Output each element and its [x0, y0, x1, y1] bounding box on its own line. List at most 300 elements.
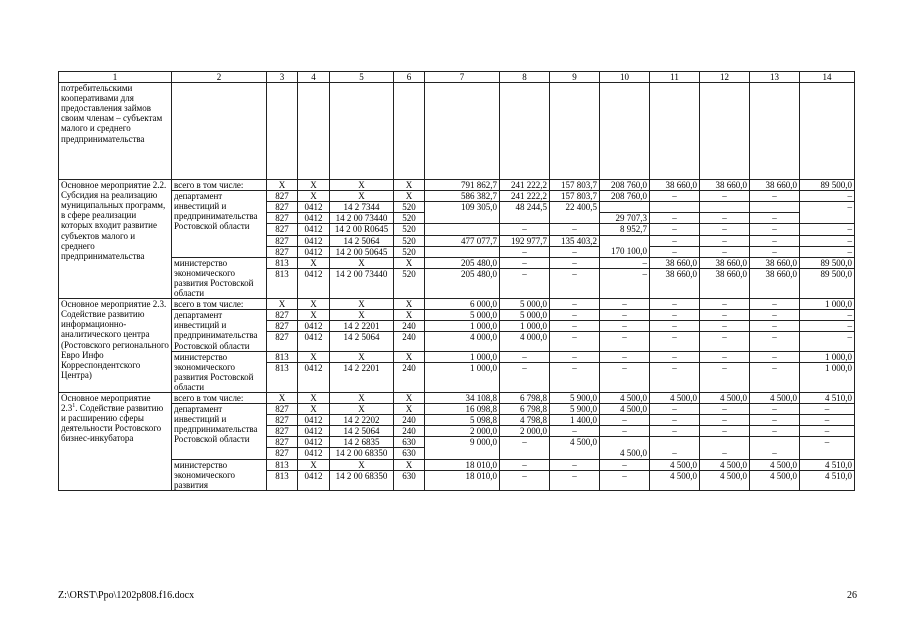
cell: –	[500, 246, 550, 257]
cell: 192 977,7	[500, 235, 550, 246]
cell: –	[800, 224, 855, 235]
table-row	[59, 392, 855, 403]
executor-cell: министерство экономического развития	[172, 459, 267, 490]
cell: –	[800, 426, 855, 437]
cell: –	[500, 224, 550, 235]
cell: –	[550, 459, 600, 470]
cell: 38 660,0	[750, 180, 800, 191]
cell: Х	[267, 180, 298, 191]
cell	[425, 246, 500, 257]
executor-cell: министерство экономического развития Ростовской области	[172, 351, 267, 392]
header-cell: 7	[425, 72, 500, 83]
cell: –	[750, 362, 800, 392]
cell: 4 500,0	[700, 459, 750, 470]
cell: 1 000,0	[500, 321, 550, 332]
cell: 14 2 00 68350	[330, 470, 394, 490]
cell	[425, 213, 500, 224]
cell: Х	[298, 351, 330, 362]
cell: –	[650, 213, 700, 224]
cell: Х	[298, 180, 330, 191]
executor-cell: всего в том числе:	[172, 392, 267, 403]
cell: 520	[394, 246, 425, 257]
cell: 240	[394, 362, 425, 392]
cell: 1 400,0	[550, 415, 600, 426]
header-cell: 3	[267, 72, 298, 83]
cell: 4 500,0	[750, 470, 800, 490]
cell: 34 108,8	[425, 392, 500, 403]
cell: –	[550, 246, 600, 257]
cell: –	[500, 351, 550, 362]
table-row	[59, 310, 855, 321]
cell: 14 2 5064	[330, 332, 394, 351]
cell: 827	[267, 191, 298, 202]
cell: 38 660,0	[700, 257, 750, 268]
cell: 9 000,0	[425, 437, 500, 448]
table-row	[59, 351, 855, 362]
cell	[600, 437, 650, 448]
cell: 14 2 2202	[330, 415, 394, 426]
cell: 205 480,0	[425, 257, 500, 268]
cell: Х	[330, 299, 394, 310]
cell: 4 500,0	[750, 459, 800, 470]
cell: –	[750, 235, 800, 246]
cell: –	[750, 224, 800, 235]
cell: –	[550, 332, 600, 351]
cell: 4 000,0	[425, 332, 500, 351]
cell: 5 900,0	[550, 404, 600, 415]
cell: 4 500,0	[650, 392, 700, 403]
cell: –	[550, 268, 600, 298]
cell: 157 803,7	[550, 180, 600, 191]
cell: –	[800, 310, 855, 321]
cell: 48 244,5	[500, 202, 550, 213]
header-cell: 2	[172, 72, 267, 83]
cell: Х	[267, 392, 298, 403]
cell: 827	[267, 224, 298, 235]
file-path: Z:\ORST\Ppo\1202p808.f16.docx	[58, 590, 195, 601]
cell: Х	[298, 459, 330, 470]
cell: 170 100,0	[600, 246, 650, 257]
cell	[550, 213, 600, 224]
cell: 0412	[298, 202, 330, 213]
cell: 38 660,0	[650, 180, 700, 191]
cell: –	[600, 268, 650, 298]
cell: –	[650, 321, 700, 332]
cell: –	[550, 470, 600, 490]
cell: –	[750, 213, 800, 224]
cell: 4 000,0	[500, 332, 550, 351]
measure-name-cell: Основное мероприятие 2.3. Содействие развитию информационно-аналитического центра (Ростовского регионального Евро Инфо Корреспондентского Центра)	[59, 299, 172, 393]
cell: 0412	[298, 470, 330, 490]
cell: 5 098,8	[425, 415, 500, 426]
cell: 0412	[298, 426, 330, 437]
cell: –	[700, 213, 750, 224]
cell: –	[600, 351, 650, 362]
cell: 0412	[298, 235, 330, 246]
cell: 0412	[298, 246, 330, 257]
cell: 586 382,7	[425, 191, 500, 202]
cell: 0412	[298, 268, 330, 298]
cell: –	[500, 437, 550, 448]
cell: 1 000,0	[425, 351, 500, 362]
cell: –	[700, 415, 750, 426]
cell: –	[600, 426, 650, 437]
cell: Х	[298, 257, 330, 268]
cell: –	[650, 224, 700, 235]
cell: 0412	[298, 415, 330, 426]
cell: –	[500, 257, 550, 268]
cell: –	[650, 362, 700, 392]
cell: –	[650, 310, 700, 321]
cell: 0412	[298, 332, 330, 351]
cell: Х	[394, 404, 425, 415]
cell: 520	[394, 213, 425, 224]
cell: 520	[394, 202, 425, 213]
header-row	[59, 72, 855, 83]
cell: Х	[394, 310, 425, 321]
cell: –	[650, 448, 700, 459]
cell: 0412	[298, 362, 330, 392]
table-row	[59, 191, 855, 202]
cell: Х	[298, 392, 330, 403]
cell: 89 500,0	[800, 180, 855, 191]
cell: 16 098,8	[425, 404, 500, 415]
cell: –	[650, 404, 700, 415]
cell: Х	[267, 299, 298, 310]
cell	[650, 437, 700, 448]
cell: –	[750, 426, 800, 437]
cell: –	[650, 191, 700, 202]
cell: 520	[394, 268, 425, 298]
continuation-row	[59, 83, 855, 180]
cell: 38 660,0	[750, 268, 800, 298]
cell: –	[500, 470, 550, 490]
executor-cell: министерство экономического развития Ростовской области	[172, 257, 267, 298]
cell: Х	[394, 180, 425, 191]
cell: –	[700, 332, 750, 351]
cell: 205 480,0	[425, 268, 500, 298]
cell	[800, 213, 855, 224]
cell: 827	[267, 235, 298, 246]
cell: –	[550, 351, 600, 362]
cell: 157 803,7	[550, 191, 600, 202]
cell: –	[800, 191, 855, 202]
cell: –	[750, 246, 800, 257]
cell: Х	[298, 191, 330, 202]
cell: –	[800, 404, 855, 415]
cell: 827	[267, 321, 298, 332]
cell: –	[500, 362, 550, 392]
cell: 29 707,3	[600, 213, 650, 224]
cell: 4 510,0	[800, 459, 855, 470]
cell: 4 500,0	[650, 459, 700, 470]
cell: 38 660,0	[700, 268, 750, 298]
cell: 208 760,0	[600, 180, 650, 191]
cell: 630	[394, 470, 425, 490]
header-cell: 8	[500, 72, 550, 83]
cell: –	[700, 224, 750, 235]
cell: 5 000,0	[500, 310, 550, 321]
executor-cell: департамент инвестиций и предпринимательства Ростовской области	[172, 404, 267, 459]
cell: 38 660,0	[650, 257, 700, 268]
cell: 1 000,0	[800, 299, 855, 310]
cell: –	[700, 246, 750, 257]
cell: 4 510,0	[800, 392, 855, 403]
budget-table	[58, 71, 855, 491]
cell: –	[600, 299, 650, 310]
cell: 827	[267, 202, 298, 213]
cell: 241 222,2	[500, 180, 550, 191]
cell: –	[600, 310, 650, 321]
table-row	[59, 257, 855, 268]
cell: –	[700, 404, 750, 415]
executor-cell: всего в том числе:	[172, 299, 267, 310]
cell: 0412	[298, 437, 330, 448]
cell: 813	[267, 351, 298, 362]
executor-cell: департамент инвестиций и предпринимательства Ростовской области	[172, 191, 267, 258]
cell: –	[550, 310, 600, 321]
cell	[800, 448, 855, 459]
cell: 241 222,2	[500, 191, 550, 202]
cell: 14 2 00 68350	[330, 448, 394, 459]
cell: 14 2 00 73440	[330, 268, 394, 298]
cell	[600, 202, 650, 213]
cell: –	[750, 448, 800, 459]
cell: 2 000,0	[425, 426, 500, 437]
cell: –	[550, 299, 600, 310]
cell	[700, 437, 750, 448]
cell: –	[750, 332, 800, 351]
cell: 827	[267, 332, 298, 351]
cell: –	[700, 321, 750, 332]
cell	[750, 202, 800, 213]
cell: 630	[394, 448, 425, 459]
cell: –	[600, 362, 650, 392]
cell: 813	[267, 268, 298, 298]
table-row	[59, 299, 855, 310]
cell: –	[600, 321, 650, 332]
cell: –	[650, 332, 700, 351]
cell: 827	[267, 426, 298, 437]
cell: 827	[267, 213, 298, 224]
cell: –	[650, 426, 700, 437]
cell: 89 500,0	[800, 268, 855, 298]
cell: –	[650, 246, 700, 257]
cell: 4 500,0	[600, 448, 650, 459]
cell	[500, 448, 550, 459]
cell: –	[600, 415, 650, 426]
cell	[650, 202, 700, 213]
cell: 4 500,0	[700, 470, 750, 490]
cell: –	[750, 404, 800, 415]
cell: –	[700, 362, 750, 392]
cell: 791 862,7	[425, 180, 500, 191]
cell: 18 010,0	[425, 459, 500, 470]
cell: 6 798,8	[500, 404, 550, 415]
cell: 18 010,0	[425, 470, 500, 490]
cell: 6 000,0	[425, 299, 500, 310]
cell: 0412	[298, 321, 330, 332]
cell: –	[750, 321, 800, 332]
cell: –	[700, 351, 750, 362]
cell: 477 077,7	[425, 235, 500, 246]
cell: 4 500,0	[600, 404, 650, 415]
cell: –	[550, 321, 600, 332]
cell	[700, 202, 750, 213]
cell: 4 500,0	[700, 392, 750, 403]
cell: 813	[267, 459, 298, 470]
cell: –	[800, 332, 855, 351]
cell	[750, 437, 800, 448]
cell: 630	[394, 437, 425, 448]
cell: Х	[394, 299, 425, 310]
cell: 813	[267, 470, 298, 490]
cell: –	[550, 426, 600, 437]
cell: –	[700, 448, 750, 459]
cell: 4 500,0	[550, 437, 600, 448]
cell: –	[550, 257, 600, 268]
cell: –	[600, 459, 650, 470]
cell: 4 510,0	[800, 470, 855, 490]
cell: 14 2 5064	[330, 235, 394, 246]
cell: Х	[330, 392, 394, 403]
cell: 5 000,0	[500, 299, 550, 310]
cell: 14 2 2201	[330, 321, 394, 332]
cell: 5 900,0	[550, 392, 600, 403]
cell: 38 660,0	[650, 268, 700, 298]
cell: Х	[330, 180, 394, 191]
executor-cell: департамент инвестиций и предпринимательства Ростовской области	[172, 310, 267, 351]
cell: 4 500,0	[750, 392, 800, 403]
cell: –	[650, 299, 700, 310]
cell: 4 500,0	[600, 392, 650, 403]
cell: –	[750, 351, 800, 362]
cell: 1 000,0	[800, 351, 855, 362]
cell	[500, 213, 550, 224]
page-number: 26	[847, 590, 857, 601]
cell: 38 660,0	[700, 180, 750, 191]
cell: –	[600, 257, 650, 268]
cell: 4 500,0	[650, 470, 700, 490]
cell: Х	[330, 257, 394, 268]
cell: –	[600, 332, 650, 351]
cell: 14 2 00 R0645	[330, 224, 394, 235]
cell: 827	[267, 246, 298, 257]
cell: Х	[330, 351, 394, 362]
cell: 827	[267, 448, 298, 459]
cell: 6 798,8	[500, 392, 550, 403]
cell: Х	[330, 191, 394, 202]
header-cell: 4	[298, 72, 330, 83]
measure-name-cell	[59, 392, 172, 490]
cell: Х	[330, 404, 394, 415]
cell: –	[700, 310, 750, 321]
cell: 208 760,0	[600, 191, 650, 202]
executor-cell: всего в том числе:	[172, 180, 267, 191]
cell: 520	[394, 224, 425, 235]
cell: –	[800, 246, 855, 257]
cell: –	[700, 191, 750, 202]
header-cell: 6	[394, 72, 425, 83]
table-row	[59, 404, 855, 415]
cell	[425, 448, 500, 459]
cell: –	[800, 202, 855, 213]
cell: Х	[394, 351, 425, 362]
cell: 38 660,0	[750, 257, 800, 268]
table-row	[59, 459, 855, 470]
cell: –	[500, 268, 550, 298]
cell: –	[700, 299, 750, 310]
cell: –	[600, 470, 650, 490]
cell: 89 500,0	[800, 257, 855, 268]
cell: Х	[330, 459, 394, 470]
cell: 0412	[298, 448, 330, 459]
cell	[600, 235, 650, 246]
cell: 0412	[298, 213, 330, 224]
header-cell: 12	[700, 72, 750, 83]
cell: 827	[267, 437, 298, 448]
header-cell: 1	[59, 72, 172, 83]
cell: Х	[394, 191, 425, 202]
cell: 109 305,0	[425, 202, 500, 213]
header-cell: 13	[750, 72, 800, 83]
cell: –	[650, 415, 700, 426]
cell: 14 2 00 73440	[330, 213, 394, 224]
cell: 0412	[298, 224, 330, 235]
cell: –	[700, 235, 750, 246]
cell	[425, 224, 500, 235]
cell: –	[650, 351, 700, 362]
cell: –	[800, 321, 855, 332]
cell: 14 2 2201	[330, 362, 394, 392]
cell: –	[550, 224, 600, 235]
cell: –	[800, 437, 855, 448]
cell: –	[750, 191, 800, 202]
cell: 14 2 5064	[330, 426, 394, 437]
cell: 827	[267, 310, 298, 321]
cell: 1 000,0	[425, 362, 500, 392]
cell: Х	[394, 257, 425, 268]
cell: 2 000,0	[500, 426, 550, 437]
cell: 813	[267, 257, 298, 268]
cell: 14 2 6835	[330, 437, 394, 448]
cell: 8 952,7	[600, 224, 650, 235]
cell	[550, 448, 600, 459]
measure-name-cell: Основное мероприятие 2.2. Субсидия на реализацию муниципальных программ, в сфере реализации которых входит развитие субъектов малого и среднего предпринимательства	[59, 180, 172, 299]
cell: 240	[394, 415, 425, 426]
cell: 240	[394, 321, 425, 332]
cell: 5 000,0	[425, 310, 500, 321]
cell: 827	[267, 404, 298, 415]
table-row	[59, 180, 855, 191]
cell: 520	[394, 235, 425, 246]
measure-title-text: Основное мероприятие 2.3	[61, 392, 151, 414]
cell: –	[750, 299, 800, 310]
header-cell: 10	[600, 72, 650, 83]
header-cell: 11	[650, 72, 700, 83]
cell: Х	[298, 310, 330, 321]
cell: 135 403,2	[550, 235, 600, 246]
cell: –	[800, 235, 855, 246]
cell: 1 000,0	[425, 321, 500, 332]
cell: 827	[267, 415, 298, 426]
cell: –	[750, 310, 800, 321]
cell: –	[550, 362, 600, 392]
cell: Х	[330, 310, 394, 321]
measure-title-text: . Содействие развитию и расширению сферы деятельности Ростовского бизнес-инкубатора	[61, 403, 164, 444]
header-cell: 14	[800, 72, 855, 83]
cell: Х	[298, 404, 330, 415]
